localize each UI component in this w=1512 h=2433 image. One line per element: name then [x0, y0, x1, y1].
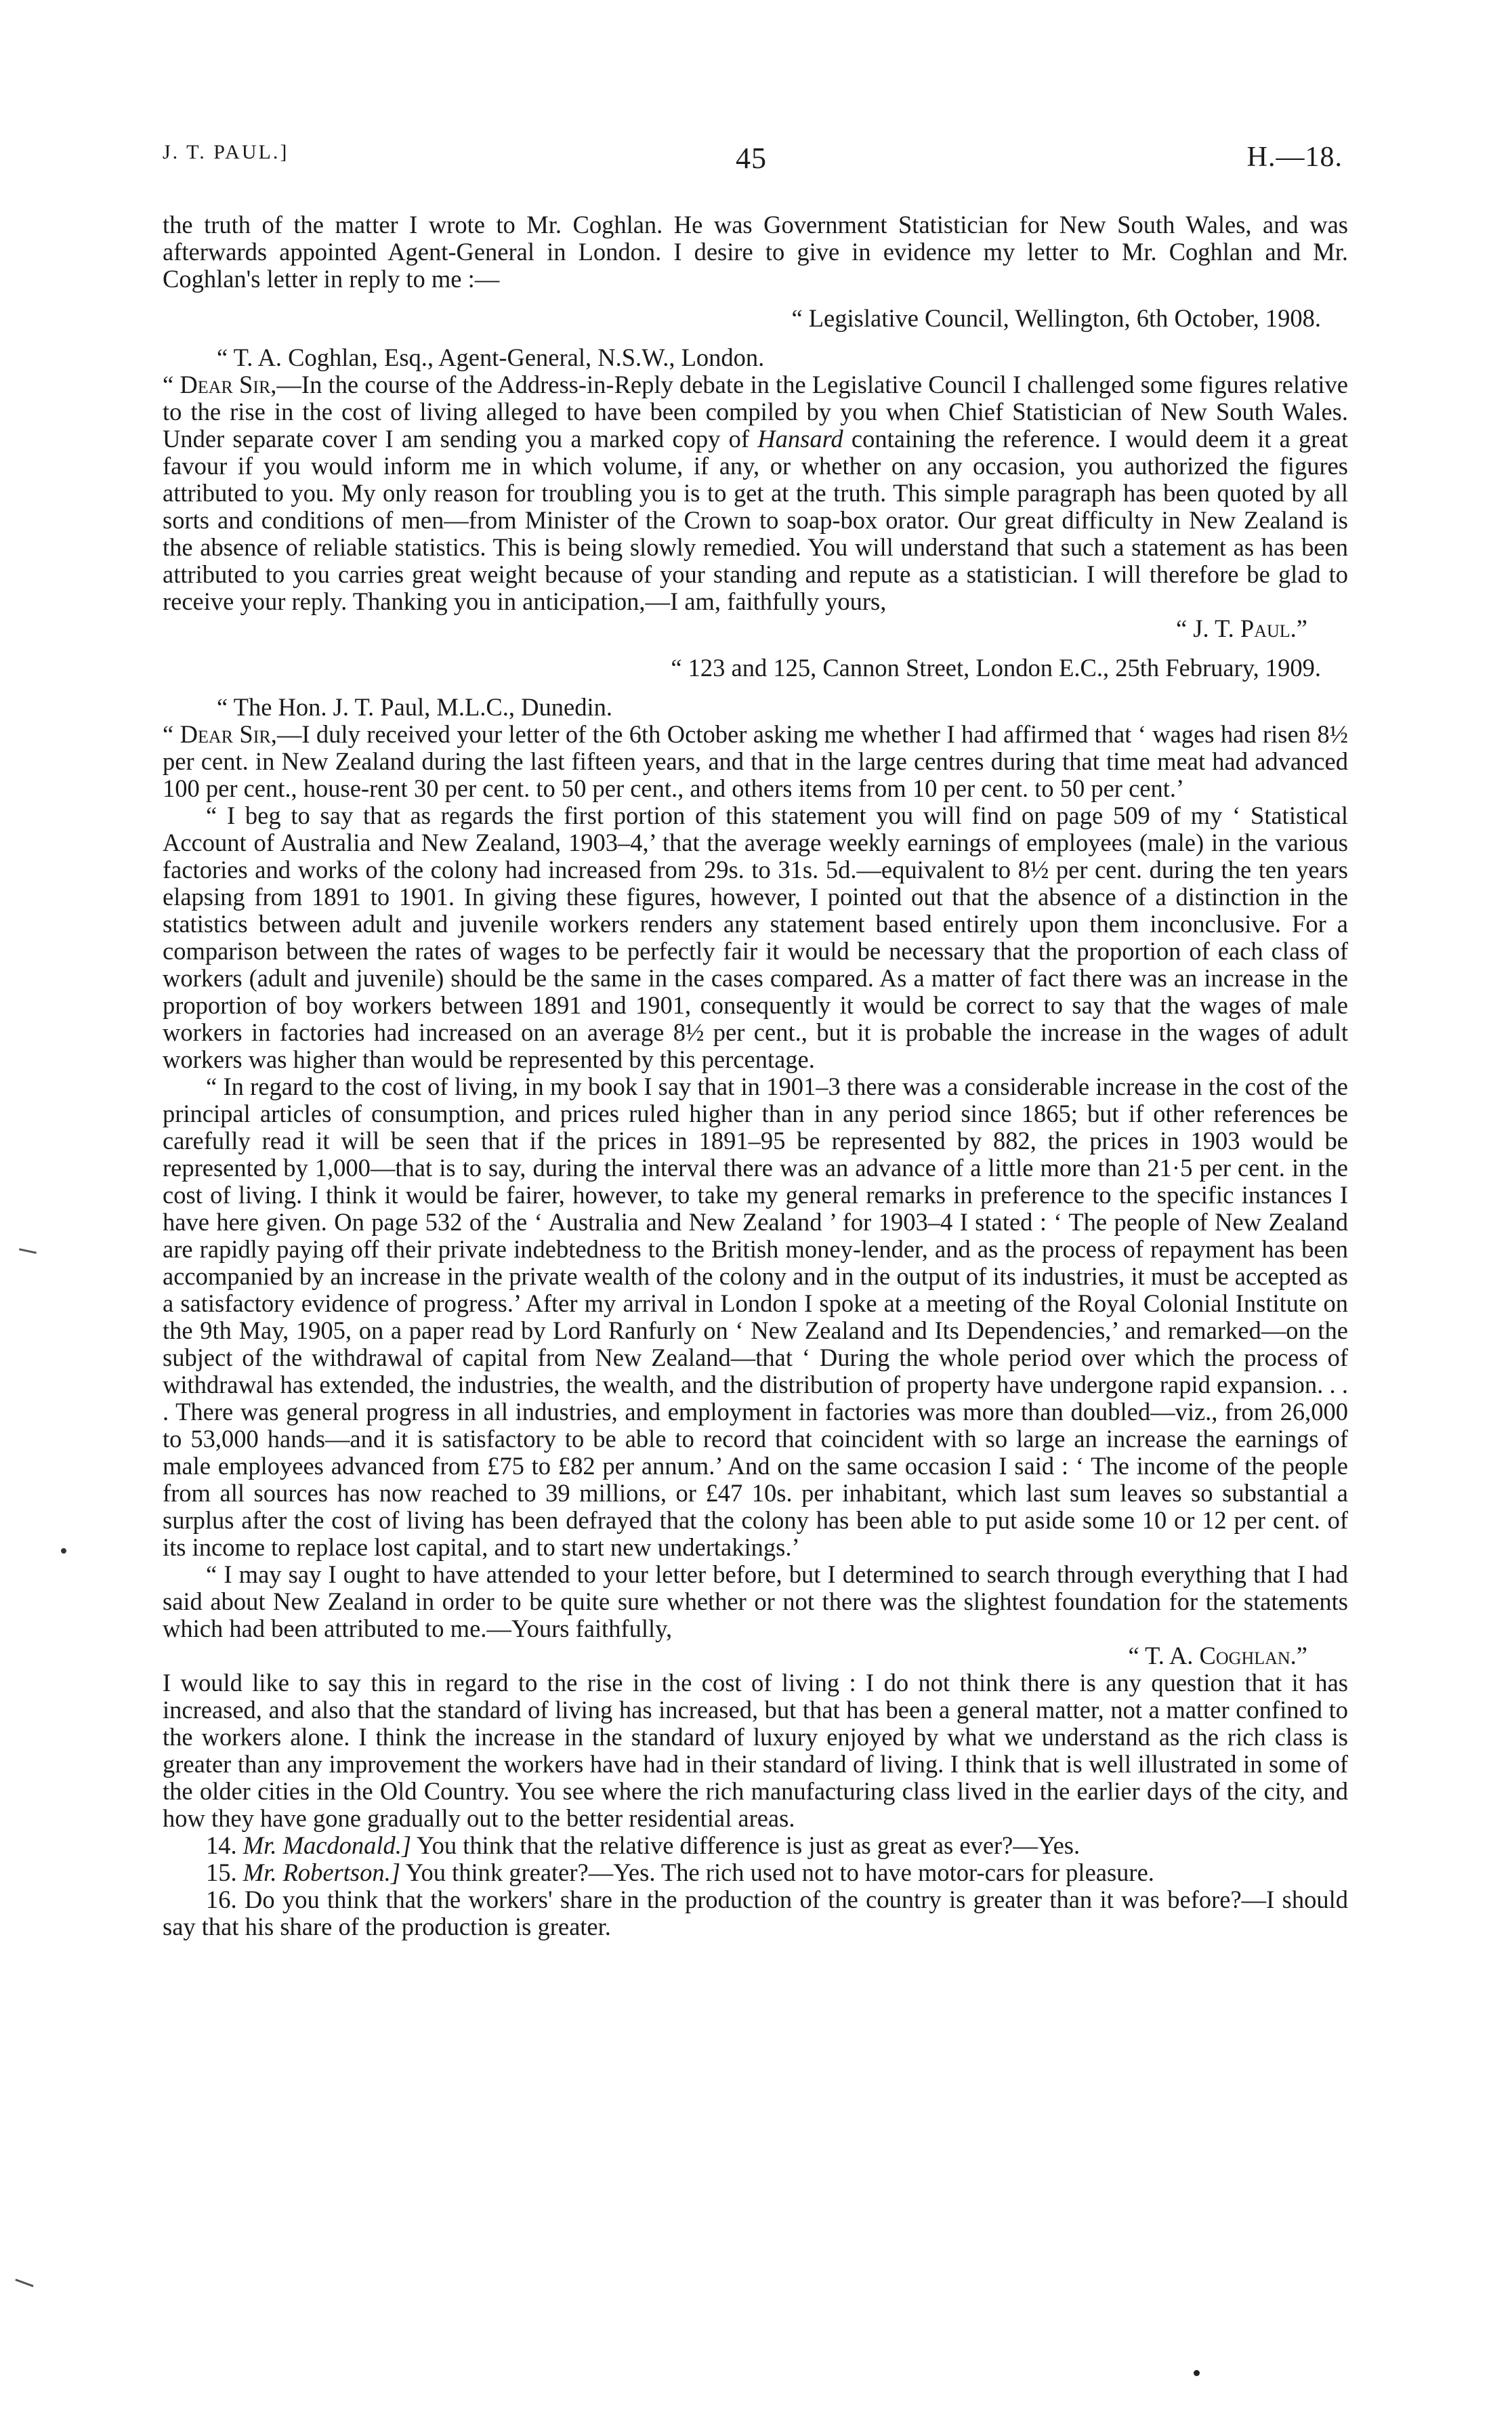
running-head-left: J. T. PAUL.]: [163, 141, 289, 163]
hansard-title: Hansard: [757, 425, 843, 453]
letter1-signature: “ J. T. Paul.”: [1175, 615, 1307, 642]
margin-dot: [1194, 2370, 1200, 2376]
margin-dot: [61, 1548, 66, 1554]
letter2-paragraph-3: “ In regard to the cost of living, in my book I say that in 1901–3 there was a considerable increase in the cost of the principal articles of consumption, and prices ruled higher than in any period since 1865; but if other references be carefully read it will be seen that if the prices in 1891–95 be represented by 882, the prices in 1903 would be represented by 1,000—that is to say, during the interval there was an advance of a little more than 21·5 per cent. in the cost of living. I think it would be fairer, however, to take my general remarks in preference to the specific instances I have here given. On page 532 of the ‘ Australia and New Zealand ’ for 1903–4 I stated : ‘ The people of New Zealand are rapidly paying off their private indebtedness to the British money-lender, and as the process of repayment has been accompanied by an increase in the private wealth of the colony and in the output of its industries, it must be accepted as a satisfactory evidence of progress.’ After my arrival in London I spoke at a meeting of the Royal Colonial Institute on the 9th May, 1905, on a paper read by Lord Ranfurly on ‘ New Zealand and Its Dependencies,’ and remarked—on the subject of the withdrawal of capital from New Zealand—that ‘ During the whole period over which the process of withdrawal has extended, the industries, the wealth, and the distribution of property have undergone rapid expansion. . . . There was general progress in all industries, and employment in factories was more than doubled—viz., from 26,000 to 53,000 hands—and it is satisfactory to be able to record that coincident with so large an increase the earnings of male employees advanced from £75 to £82 per annum.’ And on the same occasion I said : ‘ The income of the people from all sources has now reached to 39 millions, or £47 10s. per inhabitant, which last sum leaves so substantial a surplus after the cost of living has been defrayed that the colony has been able to put aside some 10 or 12 per cent. of its income to replace lost capital, and to start new undertakings.’: [163, 1073, 1348, 1561]
evidence-paragraph: I would like to say this in regard to the rise in the cost of living : I do not think there is any question that it has increased, and also that the standard of living has increased, but that has been a general matter, not a matter confined to the workers alone. I think the increase in the standard of luxury enjoyed by what we understand as the rich class is greater than any improvement the workers have had in their standard of living. I think that is well illustrated in some of the older cities in the Old Country. You see where the rich manufacturing class lived in the earlier days of the city, and how they have gone gradually out to the better residential areas.: [163, 1669, 1348, 1832]
page-number: 45: [736, 142, 767, 175]
question-15: [163, 1859, 1348, 1886]
question-number: 14.: [206, 1831, 237, 1859]
margin-mark: [19, 1248, 37, 1253]
letter2-paragraph-1: [163, 721, 1348, 802]
running-head-right: H.—18.: [1246, 142, 1343, 173]
letter1-addressee: “ T. A. Coghlan, Esq., Agent-General, N.S.W., London.: [217, 344, 765, 371]
question-speaker: Mr. Robertson.]: [243, 1858, 400, 1886]
letter1-salutation: “ Dear Sir,: [163, 371, 277, 398]
question-number: 15.: [206, 1858, 237, 1886]
letter2-signature: “ T. A. Coghlan.”: [1128, 1642, 1307, 1669]
question-number: 16.: [206, 1886, 237, 1913]
letter2-paragraph-4: “ I may say I ought to have attended to your letter before, but I determined to search through everything that I had said about New Zealand in order to be quite sure whether or not there was the slightest foundation for the statements which had been attributed to me.—Yours faithfully,: [163, 1560, 1348, 1642]
letter1-body: [163, 371, 1348, 615]
letter1-text: —In the course of the Address-in-Reply debate in the Legislative Council I challenged some figures relative to the rise in the cost of living alleged to have been compiled by you when Chief Statistician of New South Wales. Under separate cover I am sending you a marked copy of: [163, 371, 1348, 453]
body-text: [163, 211, 1348, 1940]
letter2-p1-text: —I duly received your letter of the 6th October asking me whether I had affirmed that ‘ wages had risen 8½ per cent. in New Zealand during the last fifteen years, and that in the large centres during that time meat had advanced 100 per cent., house-rent 30 per cent. to 50 per cent., and others items from 10 per cent. to 50 per cent.’: [163, 720, 1349, 802]
letter1-dateline: “ Legislative Council, Wellington, 6th October, 1908.: [791, 304, 1321, 332]
letter2-addressee: “ The Hon. J. T. Paul, M.L.C., Dunedin.: [217, 693, 612, 721]
question-14: [163, 1832, 1348, 1859]
letter1-text-cont: containing the reference. I would deem it a great favour if you would inform me in which volume, if any, or whether on any occasion, you authorized the figures attributed to you. My only reason for troubling you is to get at the truth. This simple paragraph has been quoted by all sorts and conditions of men—from Minister of the Crown to soap-box orator. Our great difficulty in New Zealand is the absence of reliable statistics. This is being slowly remedied. You will understand that such a statement as has been attributed to you carries great weight because of your standing and repute as a statistician. I will therefore be glad to receive your reply. Thanking you in anticipation,—I am, faithfully yours,: [163, 425, 1348, 615]
letter2-salutation: “ Dear Sir,: [163, 720, 277, 748]
letter2-dateline: “ 123 and 125, Cannon Street, London E.C., 25th February, 1909.: [671, 654, 1321, 682]
letter2-paragraph-2: “ I beg to say that as regards the first portion of this statement you will find on page 509 of my ‘ Statistical Account of Australia and New Zealand, 1903–4,’ that the average weekly earnings of employees (male) in the various factories and works of the colony had increased from 29s. to 31s. 5d.—equivalent to 8½ per cent. during the ten years elapsing from 1891 to 1901. In giving these figures, however, I pointed out that the absence of a distinction in the statistics between adult and juvenile workers renders any statement based entirely upon them inconclusive. For a comparison between the rates of wages to be perfectly fair it would be necessary that the proportion of each class of workers (adult and juvenile) should be the same in the cases compared. As a matter of fact there was an increase in the proportion of boy workers between 1891 and 1901, consequently it would be correct to say that the wages of male workers in factories had increased on an average 8½ per cent., but it is probable the increase in the wages of adult workers was higher than would be represented by this percentage.: [163, 802, 1348, 1073]
question-text: You think greater?—Yes. The rich used not to have motor-cars for pleasure.: [405, 1858, 1154, 1886]
question-text: You think that the relative difference is just as great as ever?—Yes.: [416, 1831, 1080, 1859]
intro-paragraph: the truth of the matter I wrote to Mr. Coghlan. He was Government Statistician for New South Wales, and was afterwards appointed Agent-General in London. I desire to give in evidence my letter to Mr. Coghlan and Mr. Coghlan's letter in reply to me :—: [163, 211, 1348, 293]
question-16: [163, 1886, 1348, 1940]
question-text: Do you think that the workers' share in the production of the country is greater than it was before?—I should say that his share of the production is greater.: [163, 1886, 1349, 1940]
margin-mark: [15, 2279, 33, 2287]
question-speaker: Mr. Macdonald.]: [243, 1831, 412, 1859]
